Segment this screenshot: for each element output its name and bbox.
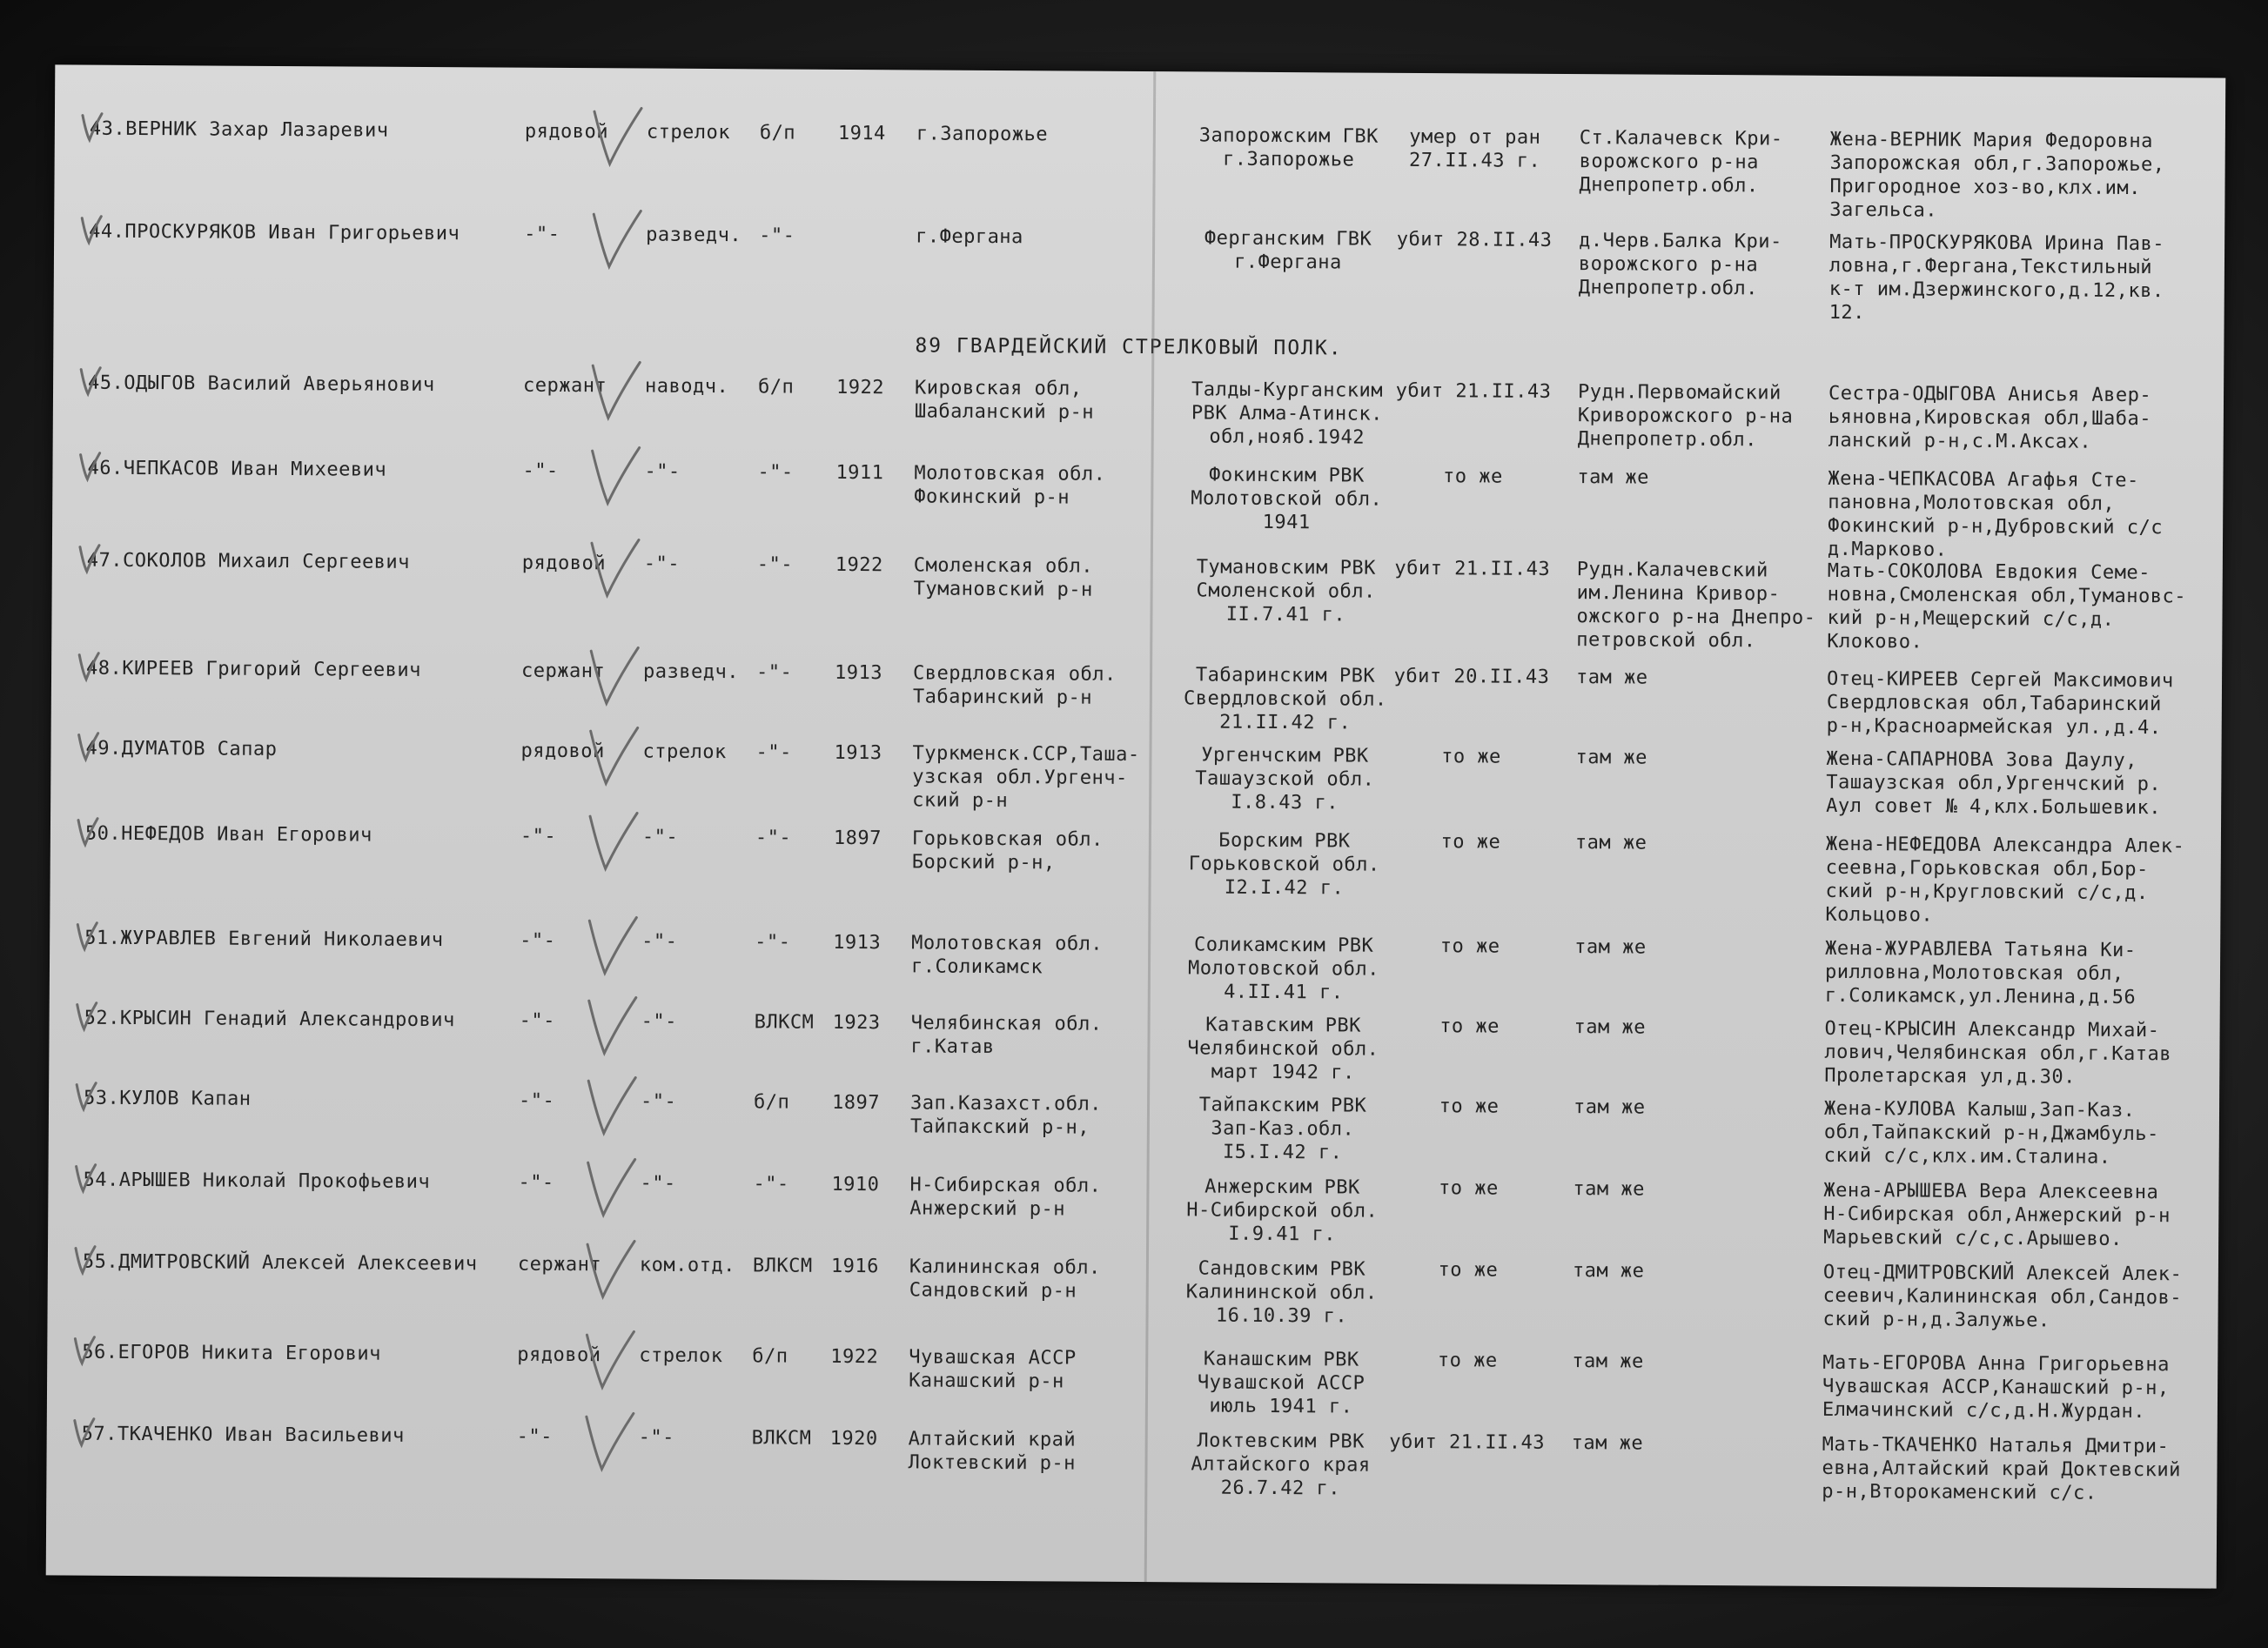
cell-rank: рядовой — [517, 1343, 601, 1367]
cell-party: б/п — [759, 122, 796, 144]
cell-birth: Зап.Казахст.обл. Тайпакский р-н, — [909, 1092, 1103, 1139]
cell-rank: сержант — [517, 1253, 602, 1276]
cell-name: 49.ДУМАТОВ Сапар — [85, 737, 278, 760]
cell-birth: Молотовская обл. г.Соликамск — [910, 932, 1104, 979]
cell-burial: Ст.Калачевск Кри- ворожского р-на Днепропетр.обл. — [1579, 127, 1783, 198]
cell-rvk: Талды-Курганским РВК Алма-Атинск. обл,нояб.1942 — [1191, 379, 1384, 449]
cell-role: -"- — [640, 1172, 676, 1195]
cell-year: 1920 — [829, 1427, 878, 1450]
table-row — [51, 736, 2222, 820]
cell-rvk: Сандовским РВК Калининской обл. 16.10.39 г. — [1185, 1257, 1378, 1328]
cell-kin: Мать-ЕГОРОВА Анна Григорьевна Чувашская АССР,Канашский р-н, Елмачинский с/с,д.Н.Журдан. — [1822, 1351, 2170, 1424]
cell-status: убит 20.II.43 — [1393, 665, 1550, 688]
cell-kin: Жена-ЧЕПКАСОВА Агафья Сте- пановна,Молотовская обл, Фокинский р-н,Дубровский с/с д.Марково. — [1827, 467, 2164, 561]
margin-check-mark — [71, 1334, 97, 1369]
cell-birth: Челябинская обл. г.Катав — [910, 1012, 1103, 1059]
cell-party: ВЛКСМ — [754, 1011, 815, 1034]
cell-status: убит 21.II.43 — [1389, 1430, 1546, 1454]
cell-rvk: Борским РВК Горьковской обл. I2.I.42 г. — [1188, 829, 1380, 900]
cell-kin: Жена-ЖУРАВЛЕВА Татьяна Ки- рилловна,Молотовская обл, г.Соликамск,ул.Ленина,д.56 — [1824, 937, 2137, 1009]
cell-rvk: Ургенчским РВК Ташаузской обл. I.8.43 г. — [1195, 744, 1375, 814]
table-row — [53, 371, 2224, 453]
cell-rvk: Локтевским РВК Алтайского края 26.7.42 г. — [1191, 1430, 1371, 1500]
cell-birth: Чувашская АССР Канашский р-н — [909, 1346, 1077, 1393]
cell-birth: Н-Сибирская обл. Анжерский р-н — [909, 1174, 1102, 1221]
cell-name: 56.ЕГОРОВ Никита Егорович — [82, 1341, 381, 1365]
cell-role: наводч. — [645, 375, 729, 399]
handwritten-check-mark — [580, 1326, 641, 1396]
cell-year: 1897 — [833, 827, 882, 850]
cell-status: то же — [1439, 1015, 1500, 1038]
cell-kin: Сестра-ОДЫГОВА Анисья Авер- ьяновна,Кировская обл,Шаба- ланский р-н,с.М.Аксах. — [1828, 382, 2152, 453]
cell-status: то же — [1439, 935, 1500, 958]
cell-rank: рядовой — [521, 552, 607, 575]
cell-kin: Жена-АРЫШЕВА Вера Алексеевна Н-Сибирская обл,Анжерский р-н Марьевский с/с,с.Арышево. — [1823, 1179, 2171, 1250]
cell-burial: там же — [1571, 1432, 1644, 1455]
cell-birth: г.Запорожье — [916, 123, 1049, 146]
cell-role: -"- — [640, 1090, 677, 1113]
cell-kin: Мать-ПРОСКУРЯКОВА Ирина Пав- ловна,г.Фергана,Текстильный к-т им.Дзержинского,д.12,кв. 12. — [1828, 231, 2165, 325]
cell-status: умер от ран 27.II.43 г. — [1408, 125, 1541, 172]
table-row — [50, 821, 2221, 927]
cell-rvk: Запорожским ГВК г.Запорожье — [1198, 124, 1379, 171]
handwritten-check-mark — [587, 205, 648, 275]
cell-status: то же — [1438, 1259, 1499, 1282]
handwritten-check-mark — [585, 534, 646, 604]
handwritten-check-mark — [579, 1408, 640, 1477]
margin-check-mark — [74, 1000, 100, 1035]
cell-birth: Калининская обл. Сандовский р-н — [909, 1256, 1101, 1303]
cell-party: б/п — [753, 1091, 790, 1114]
table-row — [50, 926, 2220, 1009]
cell-rvk: Тайпакским РВК Зап-Каз.обл. I5.I.42 г. — [1198, 1094, 1367, 1164]
cell-role: -"- — [641, 930, 678, 953]
cell-rvk: Тумановским РВК Смоленской обл. II.7.41 г. — [1196, 556, 1376, 626]
cell-status: то же — [1439, 1095, 1500, 1118]
handwritten-check-mark — [581, 992, 642, 1062]
handwritten-check-mark — [583, 722, 644, 792]
cell-burial: там же — [1574, 832, 1647, 854]
cell-party: -"- — [759, 224, 795, 247]
cell-kin: Жена-НЕФЕДОВА Александра Алек- сеевна,Горьковская обл,Бор- ский р-н,Кругловский с/с,д. Кольцово. — [1825, 833, 2185, 927]
cell-rank: сержант — [521, 660, 606, 683]
cell-party: -"- — [755, 827, 792, 849]
cell-burial: там же — [1575, 667, 1648, 689]
cell-status: то же — [1437, 1350, 1498, 1372]
table-row — [47, 1340, 2218, 1424]
cell-name: 45.ОДЫГОВ Василий Аверьянович — [88, 372, 435, 397]
margin-check-mark — [73, 1080, 99, 1115]
cell-year: 1911 — [835, 461, 884, 485]
cell-kin: Мать-ТКАЧЕНКО Наталья Дмитри- евна,Алтайский край Доктевский р-н,Второкаменский с/с. — [1822, 1433, 2181, 1504]
cell-status: то же — [1439, 1177, 1499, 1200]
table-row — [48, 1249, 2218, 1332]
cell-name: 44.ПРОСКУРЯКОВ Иван Григорьевич — [89, 220, 460, 245]
cell-role: -"- — [643, 553, 681, 575]
cell-party: -"- — [756, 553, 794, 576]
cell-name: 48.КИРЕЕВ Григорий Сергеевич — [86, 657, 422, 681]
cell-kin: Отец-ДМИТРОВСКИЙ Алексей Алек- сеевич,Калининская обл,Сандов- ский р-н,д.Залужье. — [1822, 1261, 2183, 1332]
cell-rvk: Катавским РВК Челябинской обл. март 1942 г. — [1187, 1014, 1379, 1084]
margin-check-mark — [74, 920, 100, 955]
cell-rank: сержант — [523, 374, 607, 398]
cell-role: разведч. — [643, 660, 740, 684]
cell-rvk: Фокинским РВК Молотовской обл. 1941 — [1191, 464, 1383, 534]
cell-party: -"- — [757, 461, 794, 484]
cell-kin: Отец-КРЫСИН Александр Михай- лович,Челябинская обл,г.Катав Пролетарская ул,д.30. — [1824, 1017, 2172, 1089]
table-row — [51, 656, 2222, 740]
cell-birth: Туркменск.ССР,Таша- узская обл.Ургенч- ский р-н — [912, 742, 1140, 813]
cell-burial: д.Черв.Балка Кри- ворожского р-на Днепропетр.обл. — [1578, 230, 1782, 300]
cell-name: 51.ЖУРАВЛЕВ Евгений Николаевич — [84, 927, 444, 952]
cell-rvk: Ферганским ГВК г.Фергана — [1204, 227, 1372, 274]
margin-check-mark — [79, 111, 105, 145]
handwritten-check-mark — [580, 1154, 641, 1223]
cell-rvk: Соликамским РВК Молотовской обл. 4.II.41 г. — [1187, 934, 1380, 1004]
cell-rvk: Табаринским РВК Свердловской обл. 21.II.42 г. — [1183, 664, 1387, 734]
handwritten-check-mark — [586, 357, 647, 426]
cell-rank: рядовой — [520, 740, 605, 763]
cell-name: 47.СОКОЛОВ Михаил Сергеевич — [86, 549, 411, 573]
cell-burial: там же — [1575, 747, 1648, 769]
handwritten-check-mark — [584, 642, 645, 712]
margin-check-mark — [78, 213, 104, 248]
cell-year: 1916 — [830, 1255, 879, 1278]
handwritten-check-mark — [582, 912, 643, 981]
cell-rank: -"- — [520, 929, 556, 952]
cell-role: -"- — [644, 460, 681, 483]
cell-year: 1922 — [835, 376, 885, 399]
cell-rvk: Анжерским РВК Н-Сибирской обл. I.9.41 г. — [1186, 1176, 1379, 1246]
table-row — [49, 1168, 2219, 1250]
cell-year: 1923 — [832, 1011, 881, 1035]
cell-rank: -"- — [518, 1171, 554, 1194]
cell-kin: Мать-СОКОЛОВА Евдокия Семе- новна,Смоленская обл,Тумановс- кий р-н,Мещерский с/с,д. Клоково. — [1827, 559, 2187, 653]
cell-birth: Молотовская обл. Фокинский р-н — [914, 462, 1106, 509]
cell-burial: там же — [1574, 1016, 1647, 1039]
cell-year: 1913 — [833, 931, 882, 955]
cell-status: убит 21.II.43 — [1395, 379, 1552, 403]
cell-name: 46.ЧЕПКАСОВ Иван Михеевич — [87, 457, 387, 481]
cell-rvk: Канашским РВК Чувашской АССР июль 1941 г. — [1197, 1348, 1365, 1418]
handwritten-check-mark — [585, 442, 646, 512]
cell-burial: там же — [1573, 1096, 1646, 1119]
cell-year: 1914 — [837, 122, 886, 145]
cell-role: ком.отд. — [639, 1254, 735, 1277]
cell-rank: -"- — [524, 223, 560, 245]
document-sheet — [46, 64, 2226, 1588]
cell-burial: там же — [1572, 1350, 1644, 1373]
cell-party: ВЛКСМ — [752, 1255, 813, 1277]
cell-birth: Свердловская обл. Табаринский р-н — [912, 662, 1117, 709]
cell-status: то же — [1443, 466, 1503, 488]
table-row — [47, 1422, 2218, 1504]
cell-role: -"- — [641, 1010, 677, 1033]
cell-status: то же — [1441, 746, 1501, 768]
cell-year: 1922 — [830, 1345, 879, 1369]
cell-year: 1910 — [831, 1173, 880, 1196]
margin-check-mark — [77, 450, 103, 485]
margin-check-mark — [76, 650, 102, 685]
cell-birth: Смоленская обл. Тумановский р-н — [913, 554, 1094, 601]
cell-party: ВЛКСМ — [751, 1427, 812, 1450]
cell-burial: там же — [1577, 466, 1650, 489]
cell-party: -"- — [755, 931, 791, 954]
cell-name: 53.КУЛОВ Капан — [83, 1087, 252, 1110]
cell-birth: Горьковская обл. Борский р-н, — [911, 827, 1104, 874]
cell-party: -"- — [755, 741, 792, 764]
margin-check-mark — [77, 365, 104, 399]
cell-year: 1913 — [834, 741, 882, 765]
cell-year: 1897 — [831, 1091, 881, 1115]
cell-name: 55.ДМИТРОВСКИЙ Алексей Алексеевич — [82, 1250, 478, 1276]
cell-rank: -"- — [519, 1009, 555, 1032]
cell-burial: Рудн.Первомайский Криворожского р-на Днепропетр.обл. — [1577, 381, 1794, 452]
table-row — [49, 1086, 2219, 1169]
cell-burial: там же — [1573, 1178, 1646, 1201]
cell-birth: г.Фергана — [916, 225, 1023, 249]
margin-check-mark — [71, 1416, 97, 1450]
cell-year: 1922 — [835, 553, 883, 577]
cell-party: -"- — [755, 661, 793, 684]
handwritten-check-mark — [580, 1236, 641, 1305]
margin-check-mark — [72, 1243, 98, 1278]
cell-status: то же — [1440, 831, 1501, 854]
cell-party: б/п — [752, 1345, 788, 1368]
cell-year: 1913 — [834, 661, 883, 685]
margin-check-mark — [75, 730, 101, 765]
cell-rank: -"- — [518, 1089, 555, 1112]
cell-rank: -"- — [520, 825, 557, 847]
cell-role: стрелок — [639, 1344, 723, 1368]
table-row — [50, 1006, 2220, 1089]
handwritten-check-mark — [587, 103, 648, 172]
cell-burial: там же — [1574, 936, 1647, 959]
cell-name: 50.НЕФЕДОВ Иван Егорович — [84, 822, 372, 847]
cell-role: -"- — [638, 1426, 675, 1449]
cell-party: -"- — [753, 1173, 789, 1196]
cell-role: разведч. — [646, 224, 742, 247]
cell-status: убит 21.II.43 — [1394, 557, 1551, 580]
cell-burial: там же — [1572, 1260, 1645, 1283]
cell-burial: Рудн.Калачевский им.Ленина Кривор- ожского р-на Днепро- петровской обл. — [1576, 559, 1816, 653]
cell-party: б/п — [758, 376, 795, 399]
margin-check-mark — [75, 815, 101, 850]
cell-role: стрелок — [646, 121, 731, 144]
cell-name: 43.ВЕРНИК Захар Лазаревич — [89, 117, 389, 142]
cell-name: 52.КРЫСИН Генадий Александрович — [84, 1007, 455, 1032]
cell-kin: Жена-САПАРНОВА Зова Даулу, Ташаузская обл,Ургенчский р. Аул совет № 4,клх.Большевик. — [1826, 747, 2162, 820]
handwritten-check-mark — [583, 807, 644, 877]
cell-role: стрелок — [642, 740, 727, 764]
cell-birth: Кировская обл, Шабаланский р-н — [914, 377, 1095, 424]
table-row — [55, 117, 2225, 222]
cell-role: -"- — [641, 826, 679, 848]
cell-rank: -"- — [516, 1425, 554, 1448]
cell-kin: Жена-КУЛОВА Калыш,Зап-Каз. обл,Тайпакский р-н,Джамбуль- ский с/с,клх.им.Сталина. — [1823, 1097, 2159, 1169]
section-title: 89 ГВАРДЕЙСКИЙ СТРЕЛКОВЫЙ ПОЛК. — [915, 334, 1343, 360]
cell-rank: рядовой — [524, 120, 609, 144]
handwritten-check-mark — [581, 1072, 642, 1142]
cell-kin: Жена-ВЕРНИК Мария Федоровна Запорожская обл,г.Запорожье, Пригородное хоз-во,клх.им. Загельса. — [1829, 128, 2165, 222]
cell-name: 57.ТКАЧЕНКО Иван Васильевич — [81, 1423, 405, 1447]
cell-rank: -"- — [522, 459, 559, 482]
margin-check-mark — [72, 1162, 98, 1196]
cell-kin: Отец-КИРЕЕВ Сергей Максимович Свердловская обл,Табаринский р-н,Красноармейская ул.,д.4. — [1826, 667, 2174, 740]
cell-status: убит 28.II.43 — [1396, 228, 1553, 251]
margin-check-mark — [77, 542, 103, 577]
cell-name: 54.АРЫШЕВ Николай Прокофьевич — [83, 1169, 431, 1194]
cell-birth: Алтайский край Локтевский р-н — [908, 1428, 1077, 1475]
